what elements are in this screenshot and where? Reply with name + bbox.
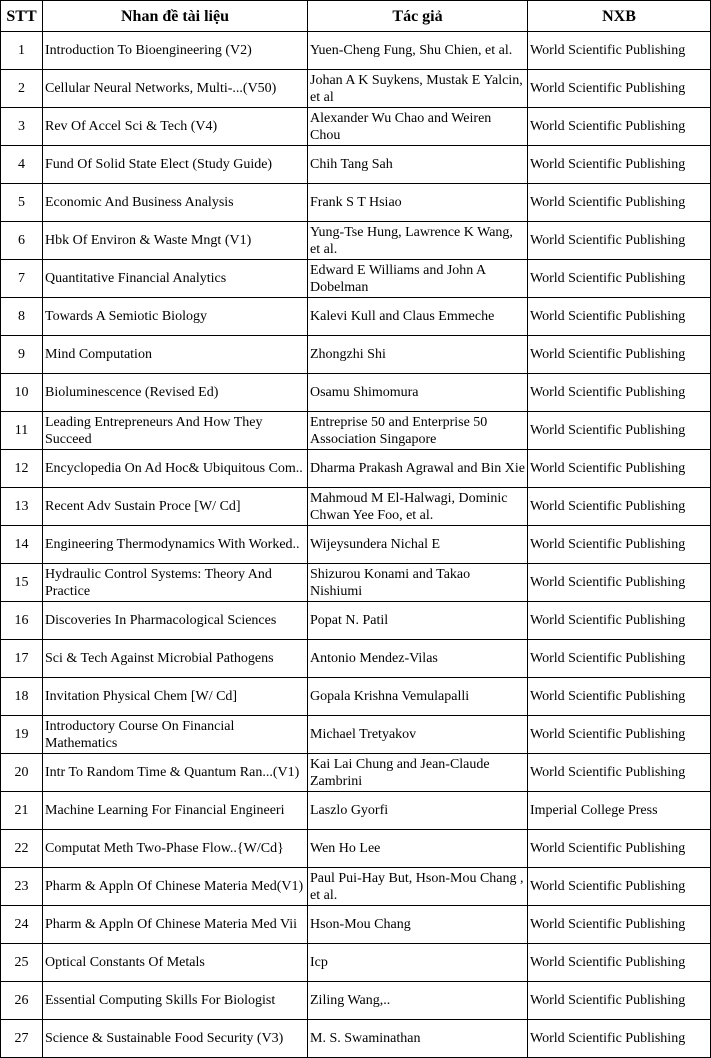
row-title: Pharm & Appln Of Chinese Materia Med(V1) <box>43 868 308 906</box>
row-publisher: World Scientific Publishing <box>528 868 711 906</box>
row-title: Optical Constants Of Metals <box>43 944 308 982</box>
row-author: Ziling Wang,.. <box>308 982 528 1020</box>
row-author: Chih Tang Sah <box>308 146 528 184</box>
table-row <box>1 640 711 678</box>
row-number: 2 <box>1 70 43 108</box>
row-publisher: World Scientific Publishing <box>528 146 711 184</box>
table-row <box>1 526 711 564</box>
row-publisher: World Scientific Publishing <box>528 944 711 982</box>
row-author: Edward E Williams and John A Dobelman <box>308 260 528 298</box>
row-number: 25 <box>1 944 43 982</box>
row-publisher: World Scientific Publishing <box>528 374 711 412</box>
row-author: Frank S T Hsiao <box>308 184 528 222</box>
row-publisher: World Scientific Publishing <box>528 982 711 1020</box>
row-author: Zhongzhi Shi <box>308 336 528 374</box>
row-title: Introductory Course On Financial Mathematics <box>43 716 308 754</box>
row-title: Invitation Physical Chem [W/ Cd] <box>43 678 308 716</box>
row-author: Icp <box>308 944 528 982</box>
row-number: 6 <box>1 222 43 260</box>
row-title: Hydraulic Control Systems: Theory And Practice <box>43 564 308 602</box>
row-publisher: World Scientific Publishing <box>528 450 711 488</box>
row-publisher: Imperial College Press <box>528 792 711 830</box>
row-author: Kalevi Kull and Claus Emmeche <box>308 298 528 336</box>
row-title: Fund Of Solid State Elect (Study Guide) <box>43 146 308 184</box>
table-row <box>1 944 711 982</box>
row-author: Johan A K Suykens, Mustak E Yalcin, et al <box>308 70 528 108</box>
row-author: Paul Pui-Hay But, Hson-Mou Chang , et al. <box>308 868 528 906</box>
header-publisher: NXB <box>528 1 711 32</box>
row-number: 9 <box>1 336 43 374</box>
row-number: 1 <box>1 32 43 70</box>
row-publisher: World Scientific Publishing <box>528 260 711 298</box>
header-row <box>1 1 711 32</box>
row-number: 22 <box>1 830 43 868</box>
row-publisher: World Scientific Publishing <box>528 70 711 108</box>
row-title: Computat Meth Two-Phase Flow..{W/Cd} <box>43 830 308 868</box>
table-row <box>1 1020 711 1058</box>
row-title: Recent Adv Sustain Proce [W/ Cd] <box>43 488 308 526</box>
row-number: 21 <box>1 792 43 830</box>
table-row <box>1 792 711 830</box>
table-row <box>1 982 711 1020</box>
row-title: Hbk Of Environ & Waste Mngt (V1) <box>43 222 308 260</box>
row-number: 23 <box>1 868 43 906</box>
row-publisher: World Scientific Publishing <box>528 526 711 564</box>
row-title: Machine Learning For Financial Engineeri <box>43 792 308 830</box>
row-publisher: World Scientific Publishing <box>528 108 711 146</box>
table-row <box>1 260 711 298</box>
header-stt: STT <box>1 1 43 32</box>
row-publisher: World Scientific Publishing <box>528 830 711 868</box>
row-publisher: World Scientific Publishing <box>528 184 711 222</box>
table-row <box>1 32 711 70</box>
table-row <box>1 184 711 222</box>
table-row <box>1 146 711 184</box>
row-number: 18 <box>1 678 43 716</box>
row-publisher: World Scientific Publishing <box>528 222 711 260</box>
table-row <box>1 868 711 906</box>
header-title: Nhan đề tài liệu <box>43 1 308 32</box>
table-row <box>1 298 711 336</box>
row-title: Pharm & Appln Of Chinese Materia Med Vii <box>43 906 308 944</box>
row-number: 16 <box>1 602 43 640</box>
row-title: Sci & Tech Against Microbial Pathogens <box>43 640 308 678</box>
row-author: Michael Tretyakov <box>308 716 528 754</box>
table-row <box>1 70 711 108</box>
row-number: 13 <box>1 488 43 526</box>
row-number: 7 <box>1 260 43 298</box>
row-author: Shizurou Konami and Takao Nishiumi <box>308 564 528 602</box>
row-number: 12 <box>1 450 43 488</box>
row-publisher: World Scientific Publishing <box>528 32 711 70</box>
table-row <box>1 222 711 260</box>
table-row <box>1 602 711 640</box>
row-number: 11 <box>1 412 43 450</box>
row-title: Engineering Thermodynamics With Worked.. <box>43 526 308 564</box>
row-author: M. S. Swaminathan <box>308 1020 528 1058</box>
row-title: Cellular Neural Networks, Multi-...(V50) <box>43 70 308 108</box>
row-title: Rev Of Accel Sci & Tech (V4) <box>43 108 308 146</box>
row-number: 8 <box>1 298 43 336</box>
row-number: 10 <box>1 374 43 412</box>
row-publisher: World Scientific Publishing <box>528 298 711 336</box>
row-title: Essential Computing Skills For Biologist <box>43 982 308 1020</box>
table-row <box>1 754 711 792</box>
row-author: Mahmoud M El-Halwagi, Dominic Chwan Yee Foo, et al. <box>308 488 528 526</box>
table-row <box>1 488 711 526</box>
row-title: Discoveries In Pharmacological Sciences <box>43 602 308 640</box>
row-number: 14 <box>1 526 43 564</box>
row-title: Quantitative Financial Analytics <box>43 260 308 298</box>
table-row <box>1 716 711 754</box>
row-number: 17 <box>1 640 43 678</box>
row-author: Wen Ho Lee <box>308 830 528 868</box>
row-number: 27 <box>1 1020 43 1058</box>
table-row <box>1 830 711 868</box>
row-title: Leading Entrepreneurs And How They Succeed <box>43 412 308 450</box>
row-number: 5 <box>1 184 43 222</box>
table-header <box>1 1 711 32</box>
row-title: Mind Computation <box>43 336 308 374</box>
table-row <box>1 412 711 450</box>
row-author: Yung-Tse Hung, Lawrence K Wang, et al. <box>308 222 528 260</box>
table-row <box>1 374 711 412</box>
row-author: Kai Lai Chung and Jean-Claude Zambrini <box>308 754 528 792</box>
row-publisher: World Scientific Publishing <box>528 488 711 526</box>
row-title: Towards A Semiotic Biology <box>43 298 308 336</box>
row-author: Yuen-Cheng Fung, Shu Chien, et al. <box>308 32 528 70</box>
row-title: Economic And Business Analysis <box>43 184 308 222</box>
row-author: Alexander Wu Chao and Weiren Chou <box>308 108 528 146</box>
row-title: Encyclopedia On Ad Hoc& Ubiquitous Com.. <box>43 450 308 488</box>
row-publisher: World Scientific Publishing <box>528 754 711 792</box>
row-number: 3 <box>1 108 43 146</box>
row-number: 26 <box>1 982 43 1020</box>
row-author: Laszlo Gyorfi <box>308 792 528 830</box>
row-author: Dharma Prakash Agrawal and Bin Xie <box>308 450 528 488</box>
row-number: 15 <box>1 564 43 602</box>
row-title: Science & Sustainable Food Security (V3) <box>43 1020 308 1058</box>
table-row <box>1 678 711 716</box>
table-row <box>1 450 711 488</box>
table-row <box>1 336 711 374</box>
table-body <box>1 32 711 1058</box>
row-publisher: World Scientific Publishing <box>528 1020 711 1058</box>
row-author: Entreprise 50 and Enterprise 50 Association Singapore <box>308 412 528 450</box>
row-title: Introduction To Bioengineering (V2) <box>43 32 308 70</box>
row-publisher: World Scientific Publishing <box>528 640 711 678</box>
row-author: Osamu Shimomura <box>308 374 528 412</box>
row-publisher: World Scientific Publishing <box>528 602 711 640</box>
row-author: Wijeysundera Nichal E <box>308 526 528 564</box>
row-author: Antonio Mendez-Vilas <box>308 640 528 678</box>
row-publisher: World Scientific Publishing <box>528 412 711 450</box>
row-author: Gopala Krishna Vemulapalli <box>308 678 528 716</box>
row-publisher: World Scientific Publishing <box>528 336 711 374</box>
row-number: 20 <box>1 754 43 792</box>
row-publisher: World Scientific Publishing <box>528 678 711 716</box>
row-publisher: World Scientific Publishing <box>528 564 711 602</box>
row-title: Bioluminescence (Revised Ed) <box>43 374 308 412</box>
row-title: Intr To Random Time & Quantum Ran...(V1) <box>43 754 308 792</box>
row-number: 19 <box>1 716 43 754</box>
header-author: Tác giả <box>308 1 528 32</box>
table-row <box>1 564 711 602</box>
row-author: Popat N. Patil <box>308 602 528 640</box>
row-author: Hson-Mou Chang <box>308 906 528 944</box>
table-row <box>1 906 711 944</box>
table-row <box>1 108 711 146</box>
row-publisher: World Scientific Publishing <box>528 716 711 754</box>
row-publisher: World Scientific Publishing <box>528 906 711 944</box>
row-number: 4 <box>1 146 43 184</box>
row-number: 24 <box>1 906 43 944</box>
